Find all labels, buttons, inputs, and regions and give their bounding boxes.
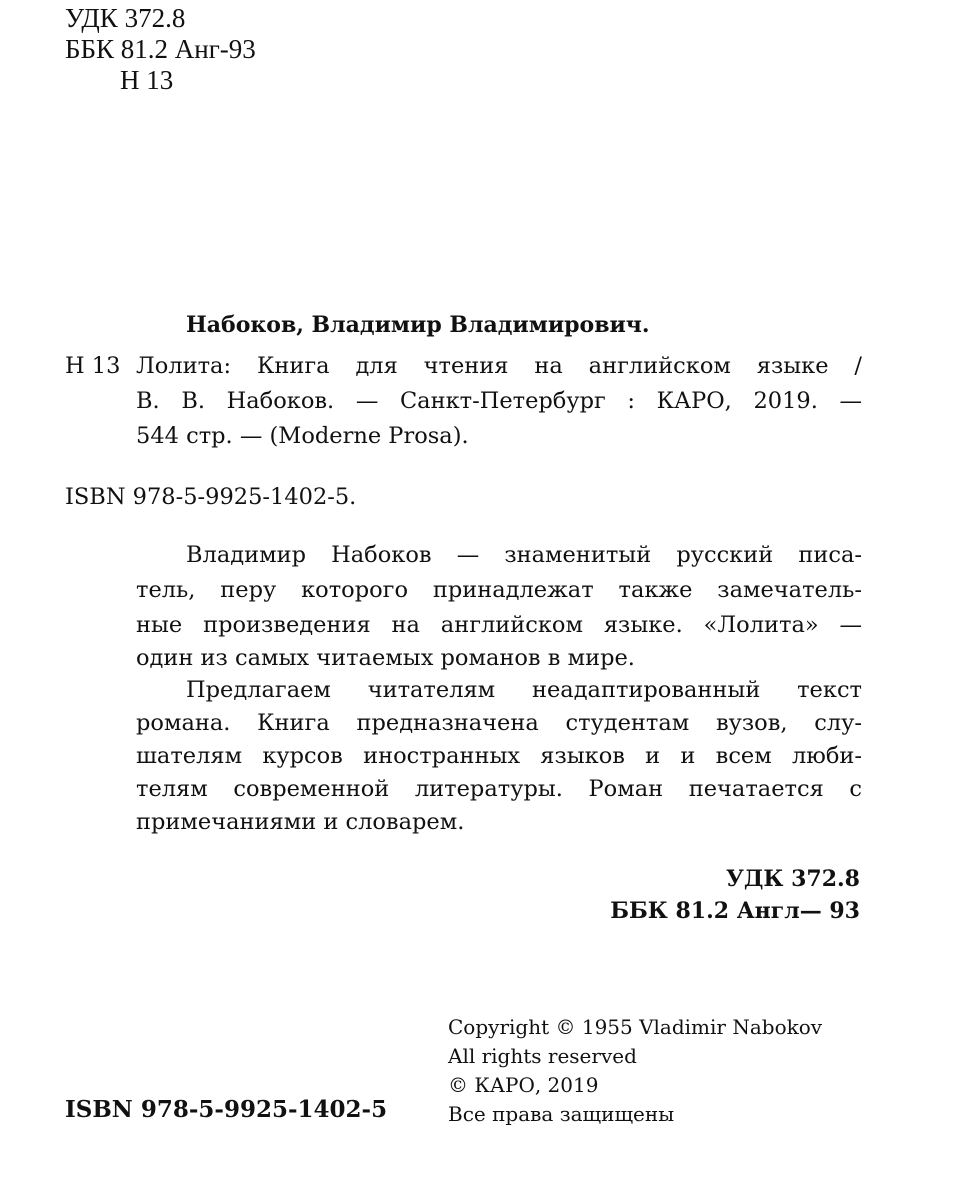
copyright-line: Все права защищены bbox=[448, 1102, 675, 1126]
description-line-1: Лолита: Книга для чтения на английском языке / bbox=[136, 353, 862, 379]
annotation-line: ные произведения на английском языке. «Лолита» — bbox=[136, 612, 862, 638]
annotation-line: примечаниями и словарем. bbox=[136, 809, 465, 835]
udk-code-bottom: УДК 372.8 bbox=[726, 866, 860, 892]
author-mark: Н 13 bbox=[120, 65, 174, 95]
author-heading: Набоков, Владимир Владимирович. bbox=[186, 312, 650, 338]
annotation-line: романа. Книга предназначена студентам вузов, слу- bbox=[136, 710, 862, 736]
bbk-code-bottom: ББК 81.2 Англ— 93 bbox=[610, 898, 860, 924]
copyright-line: © КАРО, 2019 bbox=[448, 1073, 599, 1097]
description-line-2: В. В. Набоков. — Санкт-Петербург : КАРО, 2019. — bbox=[136, 388, 862, 414]
bbk-code: ББК 81.2 Анг-93 bbox=[65, 34, 256, 64]
annotation-line: тель, перу которого принадлежат также замечатель- bbox=[136, 577, 862, 603]
udk-code: УДК 372.8 bbox=[65, 3, 186, 33]
author-mark-inline: Н 13 bbox=[65, 353, 121, 379]
description-line-3: 544 стр. — (Moderne Prosa). bbox=[136, 423, 469, 449]
annotation-line: один из самых читаемых романов в мире. bbox=[136, 645, 635, 671]
copyright-line: All rights reserved bbox=[448, 1044, 637, 1068]
annotation-line: телям современной литературы. Роман печатается с bbox=[136, 776, 862, 802]
annotation-line: шателям курсов иностранных языков и и всем люби- bbox=[136, 743, 862, 769]
copyright-line: Copyright © 1955 Vladimir Nabokov bbox=[448, 1015, 823, 1039]
isbn-record: ISBN 978-5-9925-1402-5. bbox=[65, 484, 357, 510]
annotation-line: Предлагаем читателям неадаптированный текст bbox=[186, 677, 862, 703]
isbn-bottom: ISBN 978-5-9925-1402-5 bbox=[65, 1096, 388, 1123]
annotation-line: Владимир Набоков — знаменитый русский писа- bbox=[186, 542, 862, 568]
